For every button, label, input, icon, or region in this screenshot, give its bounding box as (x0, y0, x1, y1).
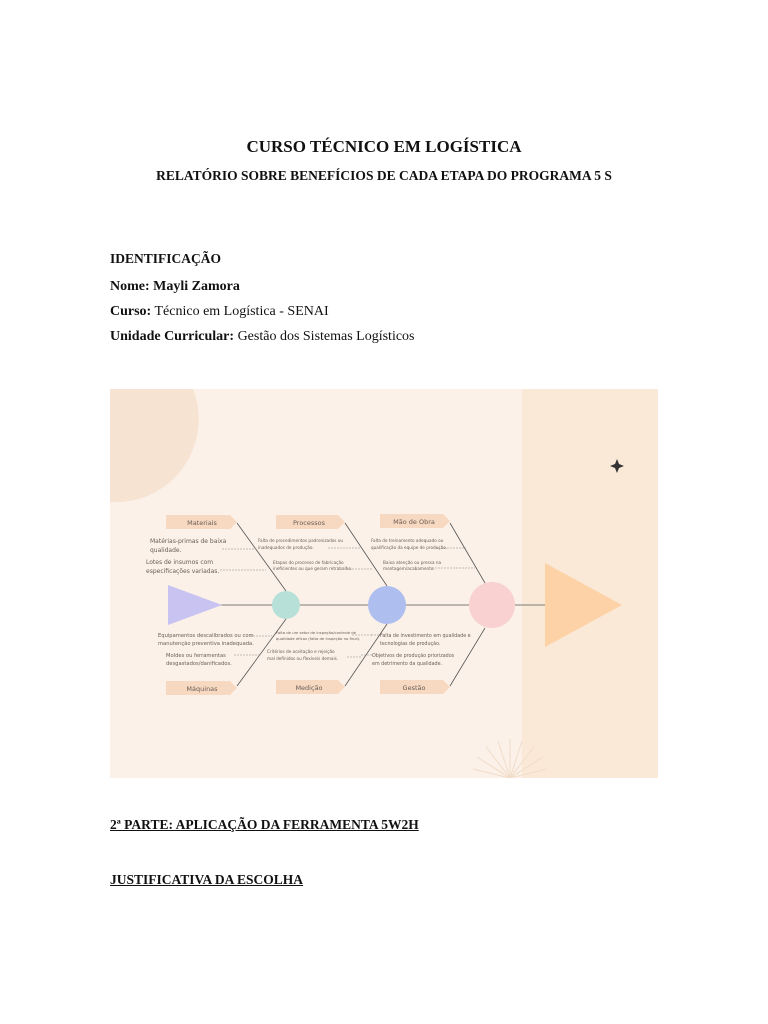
diagram-right-panel (522, 389, 658, 778)
svg-text:Objetivos de produção prioriza: Objetivos de produção priorizados (372, 654, 455, 659)
unit-value: Gestão dos Sistemas Logísticos (237, 329, 415, 344)
svg-text:mal definidos ou flexíveis dem: mal definidos ou flexíveis demais. (267, 656, 339, 661)
course-label: Curso: (110, 304, 152, 319)
report-subtitle: RELATÓRIO SOBRE BENEFÍCIOS DE CADA ETAPA DO PROGRAMA 5 S (156, 168, 612, 183)
svg-text:ineficientes ou que geram retr: ineficientes ou que geram retrabalho. (273, 566, 353, 571)
svg-text:Falta de treinamento adequado: Falta de treinamento adequado ou (371, 538, 444, 543)
svg-text:Etapas do processo de fabricaç: Etapas do processo de fabricação (273, 560, 344, 565)
category-materiais (166, 515, 237, 529)
node-circle-teal (272, 591, 300, 619)
name-label: Nome: (110, 279, 150, 294)
svg-text:qualidade.: qualidade. (150, 547, 182, 554)
category-gestao (380, 680, 450, 694)
svg-text:tecnologias de produção.: tecnologias de produção. (380, 642, 441, 647)
course-title: CURSO TÉCNICO EM LOGÍSTICA (246, 137, 522, 156)
svg-text:inadequados de produção.: inadequados de produção. (258, 545, 314, 550)
node-circle-blue (368, 586, 406, 624)
svg-text:Gestão: Gestão (402, 684, 426, 692)
svg-text:manutenção preventiva inadequa: manutenção preventiva inadequada. (158, 641, 254, 647)
unit-line (110, 329, 415, 345)
svg-text:Lotes de insumos com: Lotes de insumos com (146, 559, 214, 566)
part2-heading: 2ª PARTE: APLICAÇÃO DA FERRAMENTA 5W2H (110, 817, 419, 832)
svg-text:em detrimento da qualidade.: em detrimento da qualidade. (372, 662, 443, 667)
svg-text:Máquinas: Máquinas (186, 685, 218, 693)
category-medicao (276, 680, 345, 694)
svg-text:qualificação da equipe de prod: qualificação da equipe de produção. (371, 545, 448, 550)
unit-label: Unidade Curricular: (110, 329, 235, 344)
svg-text:Mão de Obra: Mão de Obra (393, 518, 435, 526)
node-circle-pink (469, 582, 515, 628)
course-value: Técnico em Logística - SENAI (154, 304, 329, 319)
justification-heading: JUSTIFICATIVA DA ESCOLHA (110, 872, 304, 887)
svg-text:Processos: Processos (292, 519, 326, 527)
name-value: Mayli Zamora (153, 279, 240, 294)
svg-text:Falta de um setor de inspeção/: Falta de um setor de inspeção/controle de (276, 630, 357, 635)
fishbone-diagram (110, 389, 658, 778)
category-processos (276, 515, 345, 529)
name-line (110, 279, 240, 295)
svg-text:Falta de investimento em quali: Falta de investimento em qualidade e (380, 634, 471, 639)
svg-text:Baixa atenção ou pressa na: Baixa atenção ou pressa na (383, 560, 442, 565)
course-line (110, 304, 329, 320)
svg-text:Materiais: Materiais (187, 519, 217, 527)
svg-text:especificações variadas.: especificações variadas. (146, 568, 220, 575)
identification-heading: IDENTIFICAÇÃO (110, 251, 222, 266)
svg-text:Equipamentos descalibrados ou: Equipamentos descalibrados ou com (158, 633, 254, 639)
category-mao-de-obra (380, 514, 450, 528)
svg-text:Critérios de aceitação e rejei: Critérios de aceitação e rejeição (267, 649, 335, 654)
svg-text:Falta de procedimentos padroni: Falta de procedimentos padronizados ou (258, 538, 344, 543)
svg-text:Moldes ou ferramentas: Moldes ou ferramentas (166, 653, 226, 659)
svg-text:desgastados/danificados.: desgastados/danificados. (166, 661, 232, 667)
svg-text:Medição: Medição (295, 684, 323, 692)
svg-text:qualidade eficaz (falta de ins: qualidade eficaz (falta de inspeção no final). (276, 636, 361, 641)
svg-text:Matérias-primas de baixa: Matérias-primas de baixa (150, 538, 227, 545)
svg-text:montagem/acabamento.: montagem/acabamento. (383, 566, 435, 571)
category-maquinas (166, 681, 237, 695)
